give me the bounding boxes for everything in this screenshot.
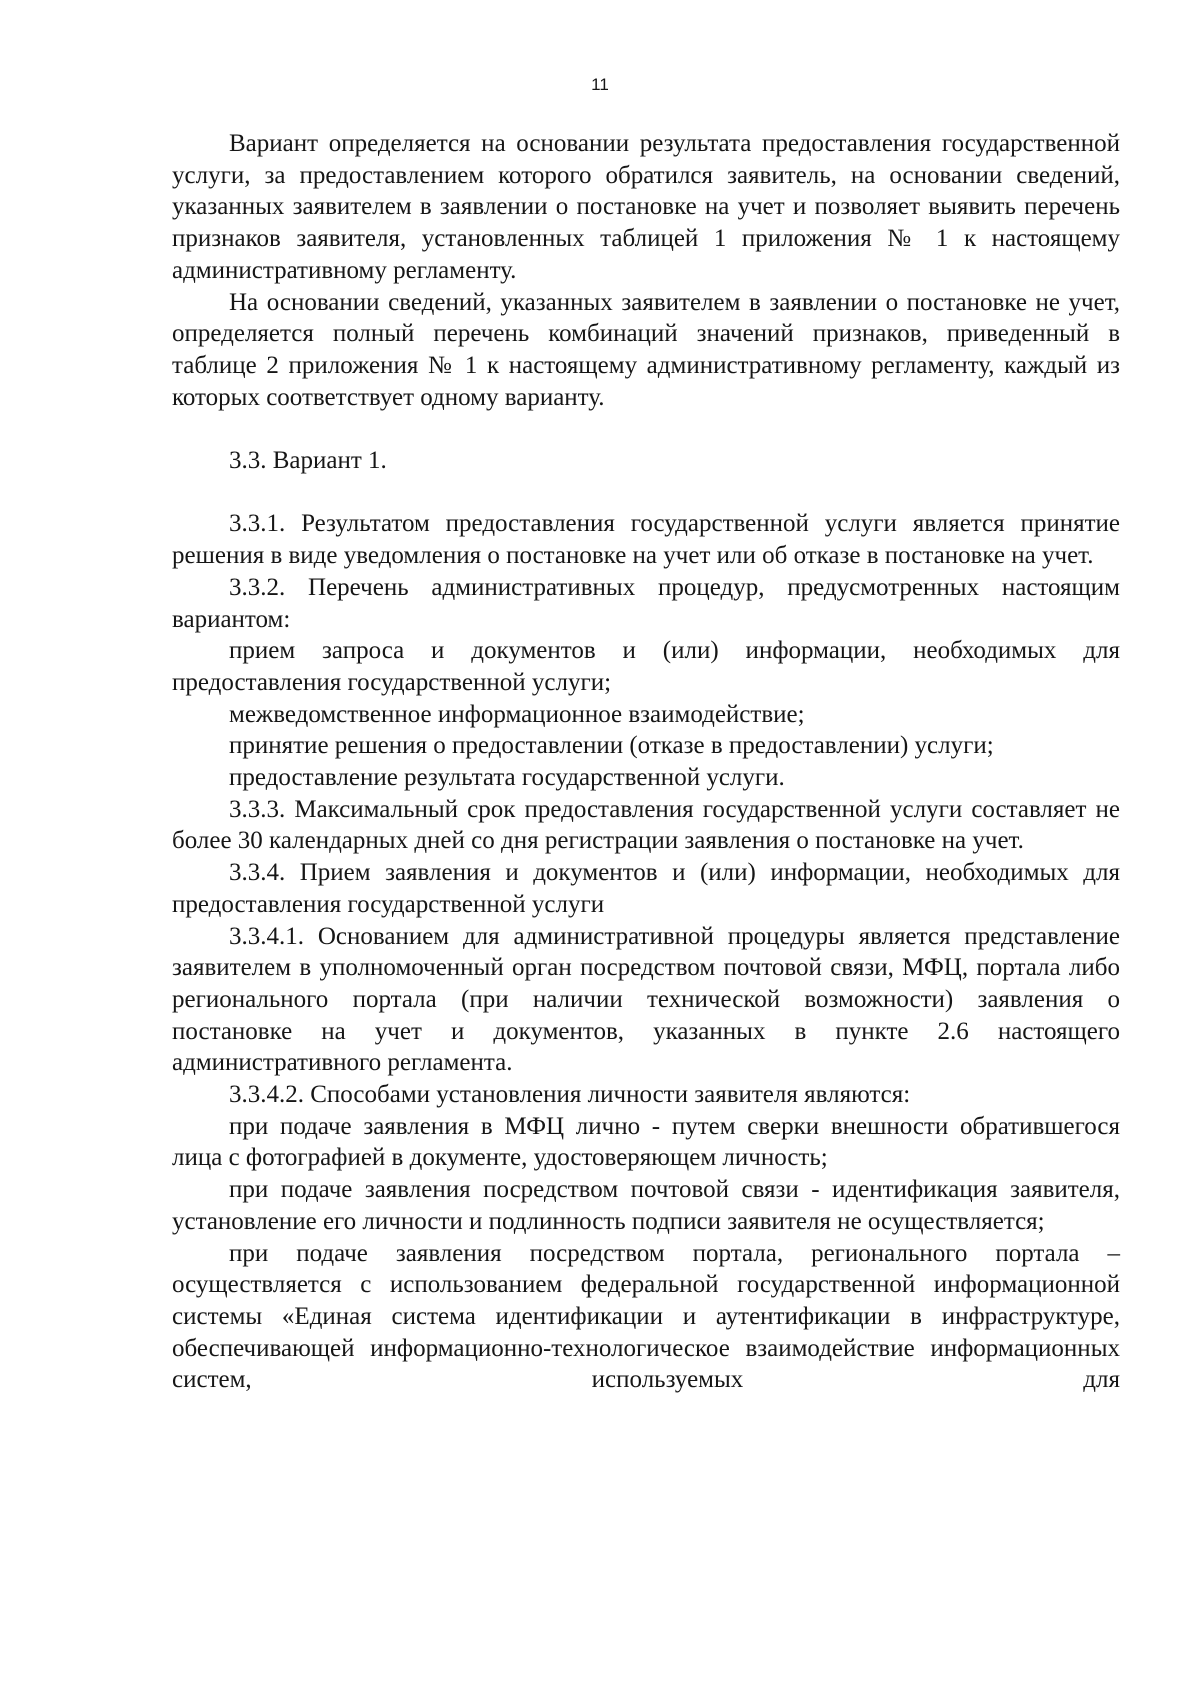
paragraph-3-3-4: 3.3.4. Прием заявления и документов и (или) информации, необходимых для предоставления государственной услуги <box>172 859 1120 918</box>
section-heading-3-3: 3.3. Вариант 1. <box>229 447 387 475</box>
paragraph-3-3-2: 3.3.2. Перечень административных процедур, предусмотренных настоящим вариантом: <box>172 573 1120 633</box>
paragraph-3-3-4-1: 3.3.4.1. Основанием для административной процедуры является представление заявителем в уполномоченный орган посредством почтовой связи, МФЦ, портала либо регионального портала (при наличии технической возможности) заявления о постановке на учет и документов, указанных в пункте 2.6 настоящего административного регламента. <box>172 922 1120 1077</box>
procedure-item-1: прием запроса и документов и (или) информации, необходимых для предоставления государственной услуги; <box>172 637 1120 696</box>
procedure-item-4: предоставление результата государственной услуги. <box>229 764 785 792</box>
procedure-item-3: принятие решения о предоставлении (отказе в предоставлении) услуги; <box>229 732 994 760</box>
identification-portal: при подаче заявления посредством портала, регионального портала – осуществляется с использованием федеральной государственной информационной системы «Единая система идентификации и аутентификации в инфраструктуре, обеспечивающей информационно-технологическое взаимодействие информационных систем, используемых для <box>172 1239 1120 1394</box>
paragraph-3-3-3: 3.3.3. Максимальный срок предоставления государственной услуги составляет не более 30 календарных дней со дня регистрации заявления о постановке на учет. <box>172 795 1120 855</box>
page-number: 11 <box>591 75 609 94</box>
identification-mfc: при подаче заявления в МФЦ лично - путем сверки внешности обратившегося лица с фотографией в документе, удостоверяющем личность; <box>172 1112 1120 1172</box>
procedure-item-2: межведомственное информационное взаимодействие; <box>229 700 805 728</box>
paragraph-3-3-1: 3.3.1. Результатом предоставления государственной услуги является принятие решения в виде уведомления о постановке на учет или об отказе в постановке на учет. <box>172 510 1120 570</box>
identification-postal: при подаче заявления посредством почтовой связи - идентификация заявителя, установление его личности и подлинность подписи заявителя не осуществляется; <box>172 1176 1120 1235</box>
paragraph-variant-definition: Вариант определяется на основании результата предоставления государственной услуги, за предоставлением которого обратился заявитель, на основании сведений, указанных заявителем в заявлении о постановке на учет и позволяет выявить перечень признаков заявителя, установленных таблицей 1 приложения № 1 к настоящему административному регламенту. <box>172 130 1120 284</box>
paragraph-combinations: На основании сведений, указанных заявителем в заявлении о постановке не учет, определяется полный перечень комбинаций значений признаков, приведенный в таблице 2 приложения № 1 к настоящему административному регламенту, каждый из которых соответствует одному варианту. <box>172 288 1120 411</box>
document-body <box>172 128 1120 1396</box>
paragraph-3-3-4-2: 3.3.4.2. Способами установления личности заявителя являются: <box>229 1081 911 1109</box>
